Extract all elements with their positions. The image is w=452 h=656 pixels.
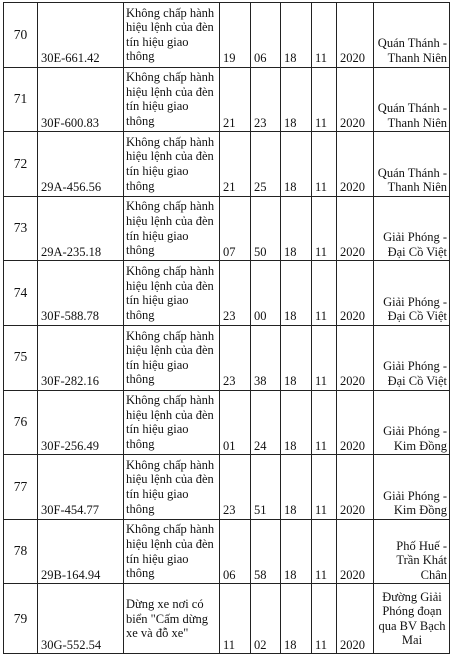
table-row [4,390,450,455]
row-number-cell: 74 [4,261,38,326]
violation-cell: Không chấp hành hiệu lệnh của đèn tín hiệu giao thông [124,325,220,390]
month-cell: 11 [312,455,337,520]
violation-cell: Không chấp hành hiệu lệnh của đèn tín hiệu giao thông [124,132,220,197]
license-plate-cell: 30F-256.49 [38,390,124,455]
hour-cell: 23 [220,261,251,326]
violation-cell: Không chấp hành hiệu lệnh của đèn tín hiệu giao thông [124,261,220,326]
month-cell: 11 [312,132,337,197]
hour-cell: 23 [220,325,251,390]
row-number-cell: 75 [4,325,38,390]
row-number-cell: 72 [4,132,38,197]
day-cell: 18 [281,325,312,390]
hour-cell: 06 [220,519,251,584]
minute-cell: 38 [251,325,281,390]
year-cell: 2020 [337,67,374,132]
row-number-cell: 78 [4,519,38,584]
license-plate-cell: 30F-454.77 [38,455,124,520]
violation-cell: Không chấp hành hiệu lệnh của đèn tín hiệu giao thông [124,390,220,455]
day-cell: 18 [281,455,312,520]
hour-cell: 11 [220,584,251,654]
row-number-cell: 71 [4,67,38,132]
month-cell: 11 [312,390,337,455]
month-cell: 11 [312,325,337,390]
year-cell: 2020 [337,132,374,197]
table-row [4,196,450,261]
violation-cell: Không chấp hành hiệu lệnh của đèn tín hiệu giao thông [124,519,220,584]
location-cell: Giải Phóng - Đại Cồ Việt [374,196,450,261]
violation-cell: Không chấp hành hiệu lệnh của đèn tín hiệu giao thông [124,455,220,520]
year-cell: 2020 [337,261,374,326]
year-cell: 2020 [337,519,374,584]
table-row [4,584,450,654]
location-cell: Quán Thánh - Thanh Niên [374,132,450,197]
license-plate-cell: 30F-600.83 [38,67,124,132]
location-cell: Quán Thánh - Thanh Niên [374,3,450,68]
year-cell: 2020 [337,196,374,261]
violation-cell: Dừng xe nơi có biển "Cấm dừng xe và đỗ xe" [124,584,220,654]
row-number-cell: 77 [4,455,38,520]
month-cell: 11 [312,261,337,326]
row-number-cell: 73 [4,196,38,261]
violation-cell: Không chấp hành hiệu lệnh của đèn tín hiệu giao thông [124,196,220,261]
violation-cell: Không chấp hành hiệu lệnh của đèn tín hiệu giao thông [124,3,220,68]
year-cell: 2020 [337,584,374,654]
license-plate-cell: 30F-588.78 [38,261,124,326]
day-cell: 18 [281,132,312,197]
table-row [4,132,450,197]
hour-cell: 19 [220,3,251,68]
month-cell: 11 [312,67,337,132]
month-cell: 11 [312,519,337,584]
location-cell: Giải Phóng - Kim Đồng [374,455,450,520]
violation-cell: Không chấp hành hiệu lệnh của đèn tín hiệu giao thông [124,67,220,132]
row-number-cell: 79 [4,584,38,654]
minute-cell: 02 [251,584,281,654]
day-cell: 18 [281,261,312,326]
minute-cell: 24 [251,390,281,455]
license-plate-cell: 29A-456.56 [38,132,124,197]
license-plate-cell: 29A-235.18 [38,196,124,261]
day-cell: 18 [281,519,312,584]
hour-cell: 23 [220,455,251,520]
table-row [4,519,450,584]
minute-cell: 06 [251,3,281,68]
location-cell: Đường Giải Phóng đoạn qua BV Bạch Mai [374,584,450,654]
table-body [4,3,450,654]
year-cell: 2020 [337,390,374,455]
minute-cell: 25 [251,132,281,197]
row-number-cell: 76 [4,390,38,455]
violation-table [3,2,450,654]
location-cell: Giải Phóng - Đại Cồ Việt [374,261,450,326]
month-cell: 11 [312,196,337,261]
minute-cell: 00 [251,261,281,326]
day-cell: 18 [281,584,312,654]
location-cell: Phố Huế - Trần Khát Chân [374,519,450,584]
license-plate-cell: 30E-661.42 [38,3,124,68]
month-cell: 11 [312,3,337,68]
location-cell: Quán Thánh - Thanh Niên [374,67,450,132]
hour-cell: 07 [220,196,251,261]
table-row [4,325,450,390]
minute-cell: 50 [251,196,281,261]
license-plate-cell: 30F-282.16 [38,325,124,390]
minute-cell: 58 [251,519,281,584]
minute-cell: 23 [251,67,281,132]
day-cell: 18 [281,196,312,261]
table-row [4,67,450,132]
license-plate-cell: 29B-164.94 [38,519,124,584]
year-cell: 2020 [337,3,374,68]
table-row [4,261,450,326]
day-cell: 18 [281,390,312,455]
minute-cell: 51 [251,455,281,520]
hour-cell: 21 [220,132,251,197]
year-cell: 2020 [337,455,374,520]
license-plate-cell: 30G-552.54 [38,584,124,654]
table-row [4,3,450,68]
day-cell: 18 [281,3,312,68]
year-cell: 2020 [337,325,374,390]
row-number-cell: 70 [4,3,38,68]
day-cell: 18 [281,67,312,132]
hour-cell: 21 [220,67,251,132]
location-cell: Giải Phóng - Đại Cồ Việt [374,325,450,390]
table-row [4,455,450,520]
hour-cell: 01 [220,390,251,455]
location-cell: Giải Phóng - Kim Đồng [374,390,450,455]
month-cell: 11 [312,584,337,654]
